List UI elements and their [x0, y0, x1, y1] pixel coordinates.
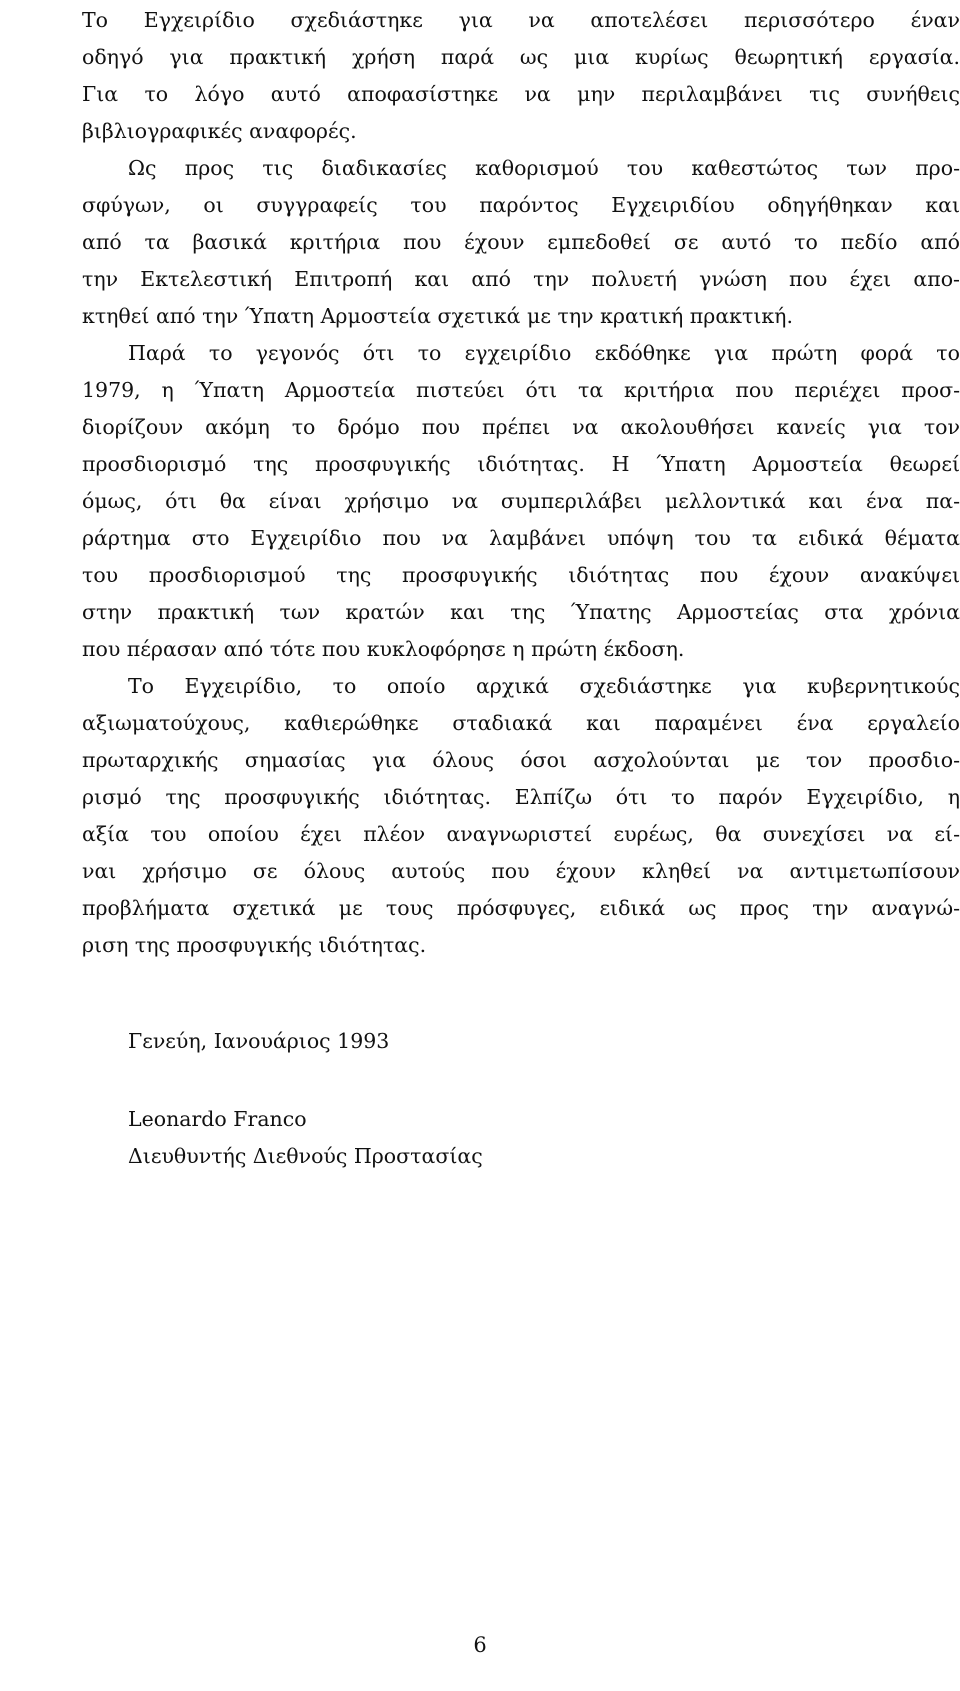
paragraph-1-line-4: βιβλιογραφικές αναφορές. [82, 119, 357, 143]
paragraph-3-line-1: Παρά το γεγονός ότι το εγχειρίδιο εκδόθηκε για πρώτη φορά το [128, 341, 960, 365]
paragraph-4-line-1: Το Εγχειρίδιο, το οποίο αρχικά σχεδιάστηκε για κυβερνητικούς [128, 674, 960, 698]
paragraph-4-line-5: αξία του οποίου έχει πλέον αναγνωριστεί ευρέως, θα συνεχίσει να εί- [82, 822, 960, 846]
paragraph-3-line-4: προσδιορισμό της προσφυγικής ιδιότητας. Η Ύπατη Αρμοστεία θεωρεί [82, 452, 960, 476]
paragraph-3-line-7: του προσδιορισμού της προσφυγικής ιδιότητας που έχουν ανακύψει [82, 563, 960, 587]
paragraph-1-line-1: Το Εγχειρίδιο σχεδιάστηκε για να αποτελέσει περισσότερο έναν [82, 8, 960, 32]
paragraph-4-line-4: ρισμό της προσφυγικής ιδιότητας. Ελπίζω ότι το παρόν Εγχειρίδιο, η [82, 785, 960, 809]
paragraph-4-line-3: πρωταρχικής σημασίας για όλους όσοι ασχολούνται με τον προσδιο- [82, 748, 960, 772]
paragraph-1-line-2: οδηγό για πρακτική χρήση παρά ως μια κυρίως θεωρητική εργασία. [82, 45, 960, 69]
paragraph-4-line-7: προβλήματα σχετικά με τους πρόσφυγες, ειδικά ως προς την αναγνώ- [82, 896, 960, 920]
paragraph-2-line-3: από τα βασικά κριτήρια που έχουν εμπεδοθεί σε αυτό το πεδίο από [82, 230, 960, 254]
paragraph-2-line-4: την Εκτελεστική Επιτροπή και από την πολυετή γνώση που έχει απο- [82, 267, 960, 291]
signatory-name: Leonardo Franco [128, 1107, 307, 1131]
paragraph-3-line-8: στην πρακτική των κρατών και της Ύπατης Αρμοστείας στα χρόνια [82, 600, 960, 624]
paragraph-2-line-5: κτηθεί από την Ύπατη Αρμοστεία σχετικά με την κρατική πρακτική. [82, 304, 793, 328]
paragraph-3-line-3: διορίζουν ακόμη το δρόμο που πρέπει να ακολουθήσει κανείς για τον [82, 415, 960, 439]
paragraph-4-line-2: αξιωματούχους, καθιερώθηκε σταδιακά και παραμένει ένα εργαλείο [82, 711, 960, 735]
paragraph-4-line-8: ριση της προσφυγικής ιδιότητας. [82, 933, 427, 957]
paragraph-2-line-2: σφύγων, οι συγγραφείς του παρόντος Εγχειριδίου οδηγήθηκαν και [82, 193, 960, 217]
paragraph-1-line-3: Για το λόγο αυτό αποφασίστηκε να μην περιλαμβάνει τις συνήθεις [82, 82, 960, 106]
paragraph-3-line-5: όμως, ότι θα είναι χρήσιμο να συμπεριλάβει μελλοντικά και ένα πα- [82, 489, 960, 513]
page-number: 6 [473, 1633, 487, 1657]
paragraph-2-line-1: Ως προς τις διαδικασίες καθορισμού του καθεστώτος των προ- [128, 156, 960, 180]
paragraph-4-line-6: ναι χρήσιμο σε όλους αυτούς που έχουν κληθεί να αντιμετωπίσουν [82, 859, 960, 883]
place-date: Γενεύη, Ιανουάριος 1993 [128, 1029, 390, 1053]
paragraph-3-line-9: που πέρασαν από τότε που κυκλοφόρησε η πρώτη έκδοση. [82, 637, 685, 661]
paragraph-3-line-2: 1979, η Ύπατη Αρμοστεία πιστεύει ότι τα κριτήρια που περιέχει προσ- [82, 378, 960, 402]
paragraph-3-line-6: ράρτημα στο Εγχειρίδιο που να λαμβάνει υπόψη του τα ειδικά θέματα [82, 526, 960, 550]
signatory-title: Διευθυντής Διεθνούς Προστασίας [128, 1144, 483, 1168]
